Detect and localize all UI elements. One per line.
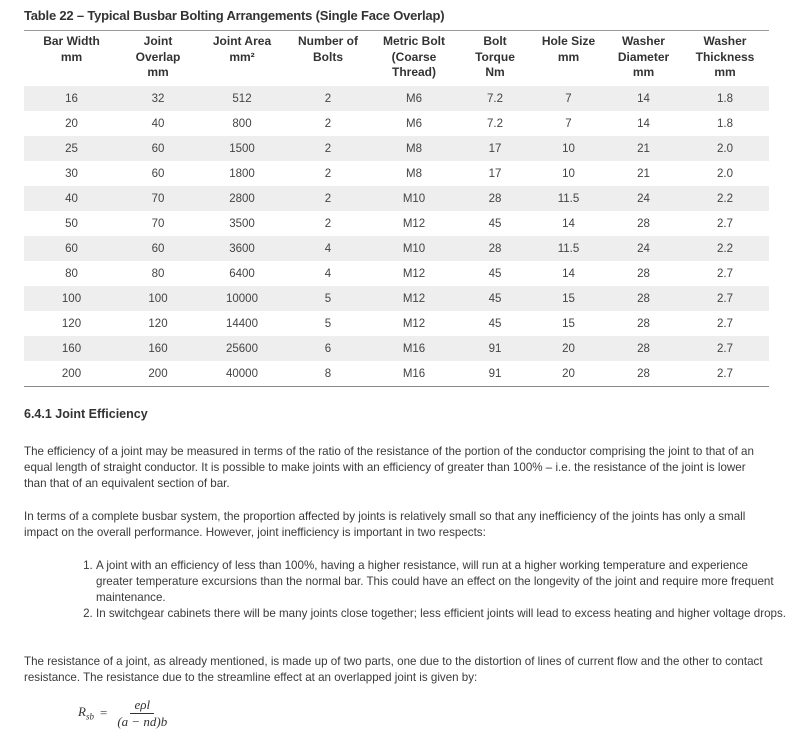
table-row [24,311,769,336]
column-header [459,32,531,86]
table-cell: 5 [324,317,332,330]
table-row [24,286,769,311]
column-header [24,32,119,86]
table-title: Table 22 – Typical Busbar Bolting Arrangements (Single Face Overlap) [24,8,445,23]
column-header-line: Number of [298,34,358,48]
table-row [24,361,769,387]
list-item: 2. In switchgear cabinets there will be many joints close together; less efficient joints will lead to excess heating and higher voltage drops. [96,606,786,622]
table-cell: 15 [531,286,606,311]
table-body [24,86,769,387]
table-cell: 21 [637,167,650,180]
column-header-line: (Coarse [391,49,437,64]
table-cell: 17 [459,136,531,161]
column-header-line: mm [147,65,169,79]
table-cell: M8 [369,136,459,161]
table-cell: 20 [531,361,606,387]
table-cell: 45 [459,286,531,311]
list-item: 1. A joint with an efficiency of less than 100%, having a higher resistance, will run at a higher working temperature and experience greater temperature excursions than the normal bar. This could have an effect on the longevity of the joint and require more frequent maintenance. [96,558,786,606]
table-cell: 3600 [197,236,287,261]
table-cell: M16 [369,361,459,387]
table-cell: 2.7 [681,286,769,311]
table-cell: 160 [119,336,197,361]
table-cell: 4 [324,267,332,280]
table-cell: 2.7 [681,336,769,361]
column-header-line: Hole Size [541,34,596,48]
column-header-line: Thread) [391,65,436,79]
table-cell: 14 [606,86,681,111]
paragraph-joint-resistance: The resistance of a joint, as already mentioned, is made up of two parts, one due to the distortion of lines of current flow and the other to contact resistance. The resistance due to the streamline effect at an overlapped joint is given by: [24,655,763,684]
section-heading: 6.4.1 Joint Efficiency [24,407,148,421]
table-row [24,136,769,161]
column-header-line: mm [557,49,580,64]
table-cell: 32 [119,86,197,111]
table-cell: 2.7 [717,217,733,230]
table-cell: 14 [562,267,575,280]
table-cell: 28 [606,286,681,311]
table-cell: 2.0 [681,136,769,161]
column-header-line: mm² [229,49,255,64]
table-top-rule [24,30,769,31]
table-row [24,111,769,136]
table-cell: 2.0 [717,167,733,180]
table-row [24,186,769,211]
table-cell: 70 [151,217,165,230]
table-row [24,261,769,286]
column-header-line: Overlap [135,49,181,64]
table-cell: 60 [119,136,197,161]
table-cell: 6 [287,336,369,361]
column-header [197,32,287,86]
table-cell: 45 [488,317,502,330]
column-header [369,32,459,86]
column-header-line: Bolts [313,49,343,64]
inefficiency-points-list [76,558,786,622]
table-cell: 800 [232,117,252,130]
column-header-line: Bolt [483,34,507,48]
table-cell: 7.2 [459,86,531,111]
table-header-row [24,32,769,86]
table-cell: 40 [24,186,119,211]
table-cell: 20 [531,336,606,361]
table-cell: 2 [287,86,369,111]
table-row [24,336,769,361]
table-cell: 25600 [197,336,287,361]
column-header [681,32,769,86]
table-cell: 1.8 [681,86,769,111]
table-cell: 2.2 [681,186,769,211]
table-cell: 2 [324,167,332,180]
formula-equals: = [99,705,108,720]
table-cell: 40000 [197,361,287,387]
table-cell: 50 [65,217,78,230]
table-cell: 40 [151,117,165,130]
table-cell: 5 [287,286,369,311]
table-cell: 10 [562,167,575,180]
table-cell: 100 [24,286,119,311]
table-cell: 10 [531,136,606,161]
table-cell: 14 [562,217,575,230]
column-header [606,32,681,86]
table-cell: 2.7 [681,361,769,387]
formula-lhs-subscript: sb [85,711,94,722]
column-header [287,32,369,86]
table-cell: 2.7 [717,267,733,280]
table-cell: 60 [151,167,165,180]
table-cell: 2 [324,117,332,130]
formula-lhs [78,704,94,722]
column-header-line: Nm [485,65,505,79]
table-cell: 80 [151,267,165,280]
table-cell: 2.7 [717,317,733,330]
table-cell: 28 [606,361,681,387]
table-cell: 7 [565,117,572,130]
paragraph-joint-efficiency-definition: The efficiency of a joint may be measured in terms of the ratio of the resistance of the portion of the conductor comprising the joint to that of an equal length of straight conductor. It is possible to make joints with an efficiency of greater than 100% – i.e. the resistance of the joint is lower than that of an equivalent section of bar. [24,445,754,490]
table-cell: 16 [24,86,119,111]
table-cell: M10 [369,236,459,261]
table-cell: 28 [459,186,531,211]
table-cell: 45 [488,217,502,230]
table-cell: 1500 [197,136,287,161]
table-cell: 60 [24,236,119,261]
table-cell: 2 [287,186,369,211]
table-row [24,211,769,236]
table-cell: 2 [287,136,369,161]
table-cell: 120 [148,317,168,330]
table-cell: 60 [119,236,197,261]
table-cell: 30 [65,167,78,180]
table-cell: 24 [606,236,681,261]
table-cell: 28 [459,236,531,261]
column-header-line: Bar Width [43,34,100,48]
column-header-line: Washer [622,34,665,48]
column-header-line: Torque [475,49,515,64]
table-cell: 6400 [229,267,255,280]
table-cell: 2.2 [681,236,769,261]
table-cell: 10000 [197,286,287,311]
table-cell: 7.2 [487,117,503,130]
table-cell: 20 [65,117,78,130]
table-cell: 70 [119,186,197,211]
table-cell: M12 [402,267,426,280]
table-cell: 17 [488,167,502,180]
formula-lhs-symbol: R [78,704,86,720]
table-cell: 8 [287,361,369,387]
table-cell: 25 [24,136,119,161]
table-cell: 3500 [229,217,255,230]
column-header-line: Washer [703,34,747,48]
table-cell: 120 [61,317,82,330]
streamline-resistance-formula [78,693,171,733]
column-header-line: mm [60,49,83,64]
table-cell: 28 [637,317,650,330]
table-row [24,236,769,261]
formula-numerator: eρl [130,697,154,714]
column-header [531,32,606,86]
column-header [119,32,197,86]
table-cell: 14 [637,117,650,130]
table-cell: 160 [24,336,119,361]
table-cell: 1800 [229,167,255,180]
table-cell: M6 [369,86,459,111]
column-header-line: Diameter [617,49,670,64]
table-cell: 7 [531,86,606,111]
table-cell: 14400 [226,317,258,330]
table-cell: 11.5 [531,236,606,261]
table-cell: 28 [637,267,650,280]
table-row [24,86,769,111]
table-cell: M12 [402,217,426,230]
table-cell: 91 [459,336,531,361]
table-cell: 11.5 [531,186,606,211]
column-header-line: mm [632,65,655,79]
table-cell: 1.8 [717,117,733,130]
table-cell: M12 [369,286,459,311]
table-cell: 45 [488,267,502,280]
table-cell: 80 [65,267,78,280]
table-cell: M16 [369,336,459,361]
table-cell: 24 [606,186,681,211]
table-cell: 28 [606,336,681,361]
table-cell: 15 [562,317,575,330]
busbar-bolting-table [24,32,769,387]
table-cell: 28 [637,217,650,230]
table-cell: 4 [287,236,369,261]
table-cell: M12 [402,317,426,330]
table-cell: M8 [406,167,422,180]
table-cell: 2 [324,217,332,230]
table-header [24,32,769,86]
formula-fraction [113,697,171,730]
table-cell: 2800 [197,186,287,211]
formula-denominator: (a − nd)b [117,713,168,729]
column-header-line: mm [714,65,736,79]
column-header-line: Thickness [695,49,755,64]
table-cell: 512 [197,86,287,111]
table-cell: 200 [119,361,197,387]
paragraph-busbar-system: In terms of a complete busbar system, the proportion affected by joints is relatively small so that any inefficiency of the joints has only a small impact on the overall performance. However, joint inefficiency is important in two respects: [24,510,746,539]
column-header-line: Joint [143,34,173,48]
table-cell: M6 [406,117,422,130]
table-row [24,161,769,186]
table-cell: 100 [119,286,197,311]
column-header-line: Joint Area [212,34,272,48]
table-cell: 91 [459,361,531,387]
table-cell: 200 [24,361,119,387]
column-header-line: Metric Bolt [382,34,445,48]
table-cell: 21 [606,136,681,161]
table-cell: M10 [369,186,459,211]
